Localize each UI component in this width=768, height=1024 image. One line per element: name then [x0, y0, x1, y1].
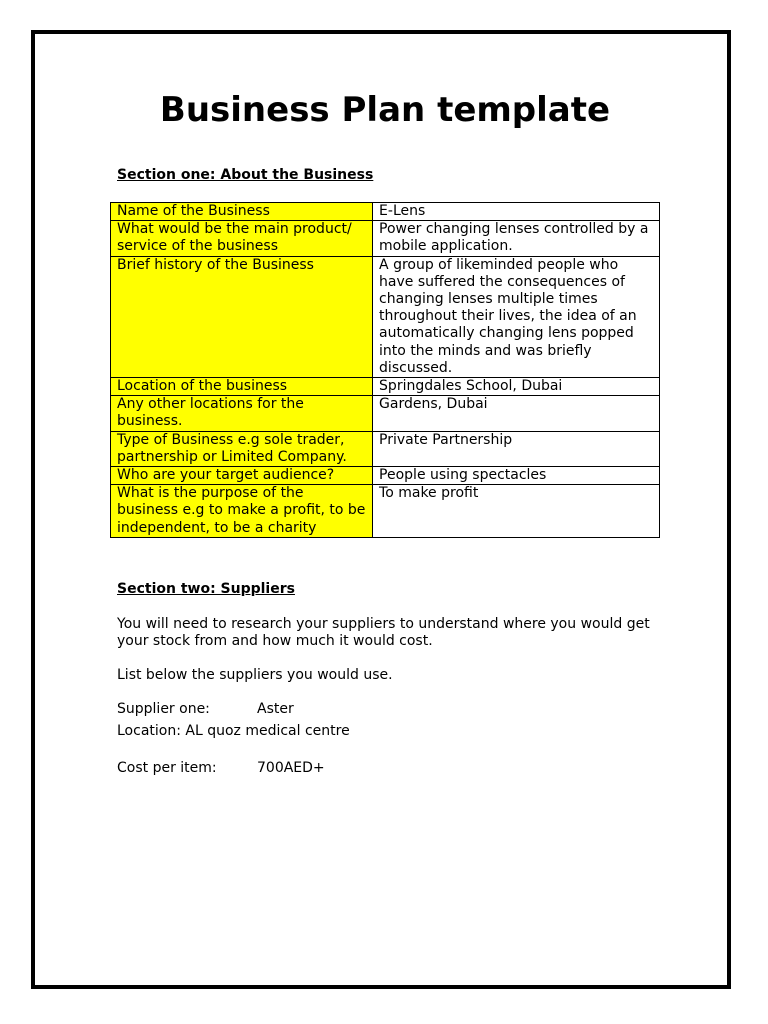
answer-cell: Power changing lenses controlled by a mobile application. — [373, 221, 660, 256]
question-cell: What would be the main product/ service of the business — [111, 221, 373, 256]
table-row — [111, 256, 660, 377]
supplier-location-line: Location: AL quoz medical centre — [117, 723, 350, 739]
question-cell: Location of the business — [111, 378, 373, 396]
supplier-label: Supplier one: — [117, 701, 210, 717]
suppliers-intro: You will need to research your suppliers to understand where you would get your stock from and how much it would cost. — [117, 616, 650, 649]
question-cell: Type of Business e.g sole trader, partnership or Limited Company. — [111, 431, 373, 466]
question-cell: Who are your target audience? — [111, 467, 373, 485]
answer-cell: A group of likeminded people who have suffered the consequences of changing lenses multiple times throughout their lives, the idea of an automatically changing lens popped into the minds and was briefly discussed. — [373, 256, 660, 377]
section-one-heading: Section one: About the Business — [117, 167, 374, 183]
table-row — [111, 221, 660, 256]
answer-cell: Private Partnership — [373, 431, 660, 466]
answer-cell: To make profit — [373, 485, 660, 538]
section-two-heading: Section two: Suppliers — [117, 581, 295, 597]
question-cell: What is the purpose of the business e.g to make a profit, to be independent, to be a charity — [111, 485, 373, 538]
supplier-value: Aster — [257, 701, 294, 717]
answer-cell: Springdales School, Dubai — [373, 378, 660, 396]
table-row — [111, 203, 660, 221]
cost-value: 700AED+ — [257, 760, 325, 776]
table-row — [111, 396, 660, 431]
answer-cell: E-Lens — [373, 203, 660, 221]
question-cell: Name of the Business — [111, 203, 373, 221]
table-row — [111, 485, 660, 538]
supplier-one-line — [117, 701, 294, 718]
question-cell: Brief history of the Business — [111, 256, 373, 377]
table-row — [111, 378, 660, 396]
question-cell: Any other locations for the business. — [111, 396, 373, 431]
page-title: Business Plan template — [159, 90, 611, 130]
answer-cell: People using spectacles — [373, 467, 660, 485]
table-row — [111, 467, 660, 485]
document-page — [31, 30, 731, 989]
cost-per-item-line — [117, 760, 325, 777]
suppliers-instruction: List below the suppliers you would use. — [117, 667, 393, 683]
business-info-table — [110, 202, 660, 538]
answer-cell: Gardens, Dubai — [373, 396, 660, 431]
table-row — [111, 431, 660, 466]
cost-label: Cost per item: — [117, 760, 217, 776]
